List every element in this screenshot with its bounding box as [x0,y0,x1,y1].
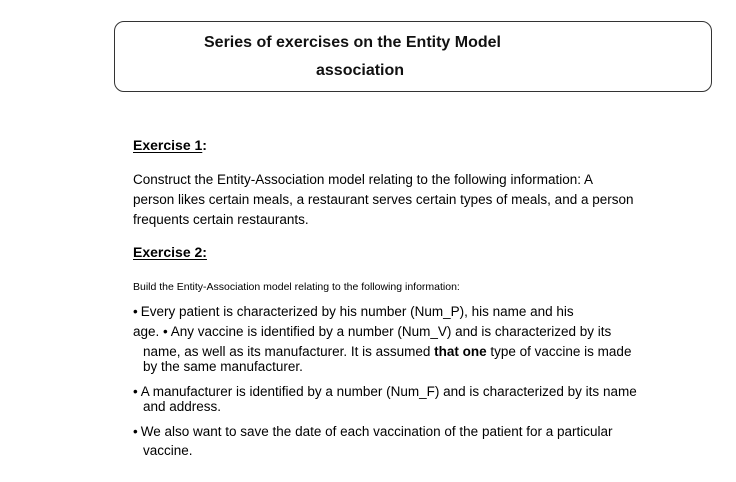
bullet-vaccine-text-2b: type of vaccine is made [486,344,632,359]
bullet-symbol: • [133,424,138,439]
bullet-symbol: • [163,324,168,339]
exercise-1-heading-colon: : [202,137,207,153]
bullet-vaccine-text: Any vaccine is identified by a number (Num_V) and is characterized by its [170,324,612,339]
bullet-symbol: • [133,384,138,399]
exercise-1-line-2: person likes certain meals, a restaurant serves certain types of meals, and a person [133,192,634,207]
document-title-line-2: association [316,62,405,79]
bullet-manufacturer-text: A manufacturer is identified by a number (Num_F) and is characterized by its name [140,384,637,399]
exercise-1-heading [133,137,207,153]
bullet-vaccine [133,324,611,339]
bullet-patient [133,304,574,319]
exercise-1-line-3: frequents certain restaurants. [133,212,309,227]
bullet-manufacturer-line-2: and address. [143,399,222,414]
exercise-2-intro: Build the Entity-Association model relating to the following information: [133,281,460,293]
bullet-vaccine-line-2 [143,344,631,359]
exercise-1-line-1: Construct the Entity-Association model relating to the following information: A [133,172,593,187]
bullet-patient-text: Every patient is characterized by his number (Num_P), his name and his [140,304,574,319]
bullet-vaccine-text-2a: name, as well as its manufacturer. It is assumed [143,344,435,359]
bullet-vaccine-line-3: by the same manufacturer. [143,359,303,374]
document-title-line-1: Series of exercises on the Entity Model [204,34,501,51]
title-box [114,21,712,92]
bullet-vaccination-date [133,424,613,439]
bullet-patient-text-end: age. [133,324,160,339]
bullet-manufacturer [133,384,637,399]
bullet-vaccination-date-line-2: vaccine. [143,443,193,458]
exercise-2-heading: Exercise 2: [133,244,207,260]
exercise-1-heading-text: Exercise 1 [133,137,203,153]
bullet-vaccination-date-text: We also want to save the date of each vaccination of the patient for a particular [140,424,613,439]
bullet-vaccine-text-bold: that one [434,344,487,359]
bullet-symbol: • [133,304,138,319]
